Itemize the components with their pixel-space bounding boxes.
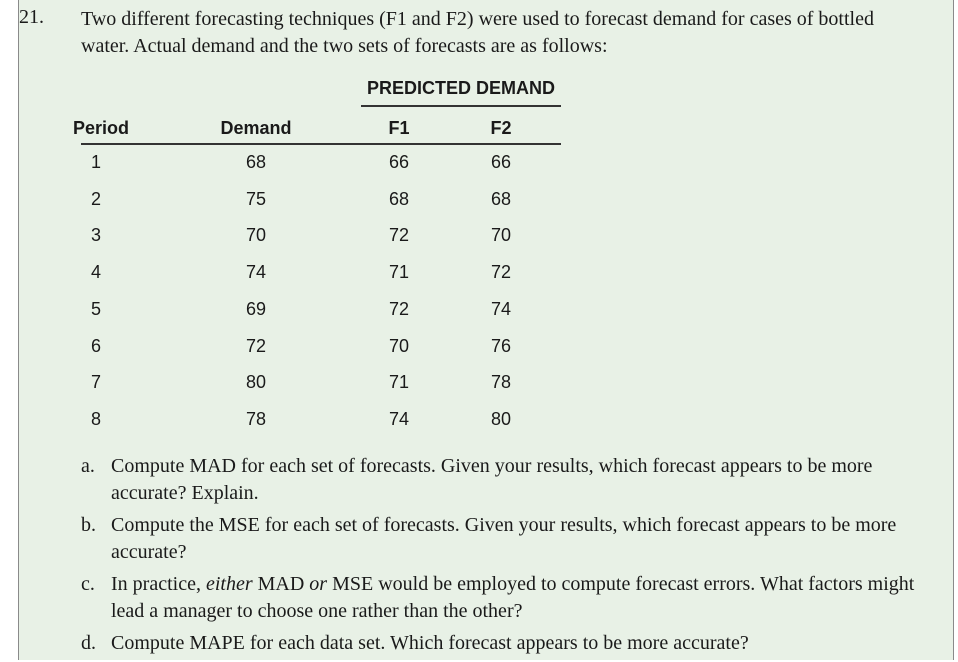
question-b-text: Compute the MSE for each set of forecasts. Given your results, which forecast appears to be more accurate? — [111, 514, 897, 563]
cell-demand: 72 — [245, 335, 267, 356]
question-a — [81, 453, 941, 507]
cell-period: 6 — [90, 335, 101, 356]
question-c-em-either: either — [205, 573, 253, 595]
question-list — [81, 453, 941, 662]
cell-f1: 70 — [388, 335, 410, 356]
question-c-em-or: or — [309, 573, 328, 595]
cell-period: 3 — [90, 225, 101, 246]
cell-f1: 72 — [388, 298, 410, 319]
cell-period: 2 — [90, 188, 101, 209]
question-c-text-3: MSE would be employed to compute forecast errors. What factors might lead a manager to choose one rather than the other? — [111, 573, 915, 622]
question-c-text-2: MAD — [252, 573, 310, 595]
cell-period: 8 — [90, 408, 101, 429]
question-c — [81, 571, 941, 625]
table-header-rule — [81, 143, 561, 145]
col-header-demand: Demand — [220, 118, 292, 138]
question-a-text: Compute MAD for each set of forecasts. Given your results, which forecast appears to be more accurate? Explain. — [111, 455, 873, 504]
question-a-label: a. — [81, 455, 95, 477]
cell-demand: 69 — [245, 298, 267, 319]
cell-demand: 68 — [245, 152, 267, 172]
question-b-label: b. — [81, 514, 96, 536]
question-d-label: d. — [81, 632, 96, 654]
col-header-period: Period — [72, 118, 129, 138]
cell-f2: 74 — [490, 298, 512, 319]
cell-f2: 68 — [490, 188, 512, 209]
cell-f2: 80 — [490, 408, 512, 429]
cell-f2: 78 — [490, 372, 512, 393]
problem-number: 21. — [19, 6, 44, 28]
cell-period: 1 — [90, 152, 101, 172]
col-header-f2: F2 — [490, 118, 512, 138]
cell-f2: 76 — [490, 335, 512, 356]
cell-f1: 71 — [388, 262, 410, 283]
cell-demand: 70 — [245, 225, 267, 246]
predicted-demand-header: PREDICTED DEMAND — [366, 78, 555, 98]
cell-f1: 71 — [388, 372, 410, 393]
question-c-label: c. — [81, 573, 95, 595]
cell-f2: 70 — [490, 225, 512, 246]
question-d — [81, 630, 941, 657]
cell-period: 4 — [90, 262, 101, 283]
problem-intro: Two different forecasting techniques (F1 and F2) were used to forecast demand for cases of bottled water. Actual demand and the two sets of forecasts are as follows: — [81, 8, 874, 57]
cell-demand: 75 — [245, 188, 267, 209]
cell-f2: 66 — [490, 152, 512, 172]
cell-f2: 72 — [490, 262, 512, 283]
cell-demand: 74 — [245, 262, 267, 283]
question-b — [81, 512, 941, 566]
cell-f1: 72 — [388, 225, 410, 246]
cell-period: 7 — [90, 372, 101, 393]
problem-panel — [18, 0, 954, 660]
cell-demand: 78 — [245, 408, 267, 429]
col-header-f1: F1 — [388, 118, 410, 138]
predicted-demand-rule — [361, 105, 561, 107]
cell-period: 5 — [90, 298, 101, 319]
cell-demand: 80 — [245, 372, 267, 393]
cell-f1: 68 — [388, 188, 410, 209]
cell-f1: 74 — [388, 408, 410, 429]
question-d-text: Compute MAPE for each data set. Which forecast appears to be more accurate? — [111, 632, 749, 654]
cell-f1: 66 — [388, 152, 410, 172]
question-c-text-1: In practice, — [111, 573, 206, 595]
